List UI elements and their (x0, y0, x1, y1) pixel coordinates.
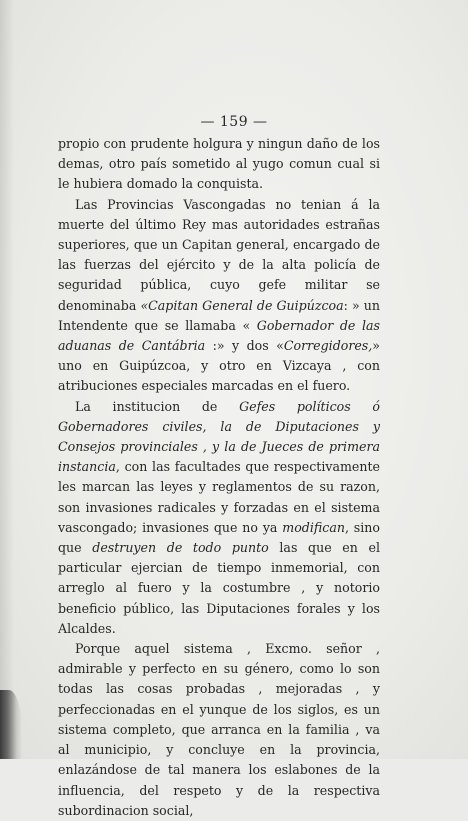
page-number: — 159 — (200, 114, 268, 130)
italic-text-run: Gefes políticos ó Gobernadores civiles, la de Diputaciones y Consejos provinciales , y la de Jueces de primera instancia (58, 398, 380, 475)
paragraph (58, 195, 380, 397)
text-run: propio con prudente holgura y ningun daño de los demas, otro país sometido al yugo comun cual si le hubiera domado la conquista. (58, 136, 380, 192)
text-run: : » un Intendente que se llamaba « (58, 297, 380, 333)
text-run: Las Provincias Vascongadas no tenian á la muerte del último Rey mas autoridades estrañas superiores, que un Capitan general, encargado de las fuerzas del ejército y de la alta policía de seguridad pública, cuyo gefe militar se denominaba (58, 196, 380, 313)
text-run: :» y dos « (205, 338, 284, 354)
corner-stain (0, 690, 22, 759)
italic-text-run: destruyen de todo punto (92, 540, 269, 556)
paragraph (58, 134, 380, 195)
text-run: , con las facultades que respectivamente les marcan las leyes y reglamentos de su razon, son invasiones radicales y forzadas en el sistema vascongado; invasiones que no ya (58, 459, 380, 535)
italic-text-run: Corregidores, (283, 338, 373, 354)
paragraph (58, 397, 380, 639)
text-run: Porque aquel sistema , Excmo. señor , admirable y perfecto en su género, como lo son todas las cosas probadas , mejoradas , y perfeccionadas en el yunque de los siglos, es un sistema completo, que arranca en la familia , va al municipio, y concluye en la provincia, enlazándose de tal manera los eslabones de la influencia, del respeto y de la respectiva subordinacion social, (58, 641, 380, 818)
paragraph (58, 639, 380, 821)
text-run: » uno en Guipúzcoa, y otro en Vizcaya , con atribuciones especiales marcadas en el fuero. (58, 338, 380, 394)
italic-text-run: Gobernador de las aduanas de Cantábria (58, 317, 380, 354)
italic-text-run: modifican (282, 519, 345, 535)
text-run: La institucion de (75, 398, 240, 414)
text-run: , sino que (58, 519, 380, 556)
italic-text-run: «Capitan General de Guipúzcoa (140, 297, 344, 313)
body-text (58, 134, 380, 821)
text-run: las que en el particular ejercian de tiempo inmemorial, con arreglo al fuero y la costumbre , y notorio beneficio público, las Diputaciones forales y los Alcaldes. (58, 540, 380, 636)
